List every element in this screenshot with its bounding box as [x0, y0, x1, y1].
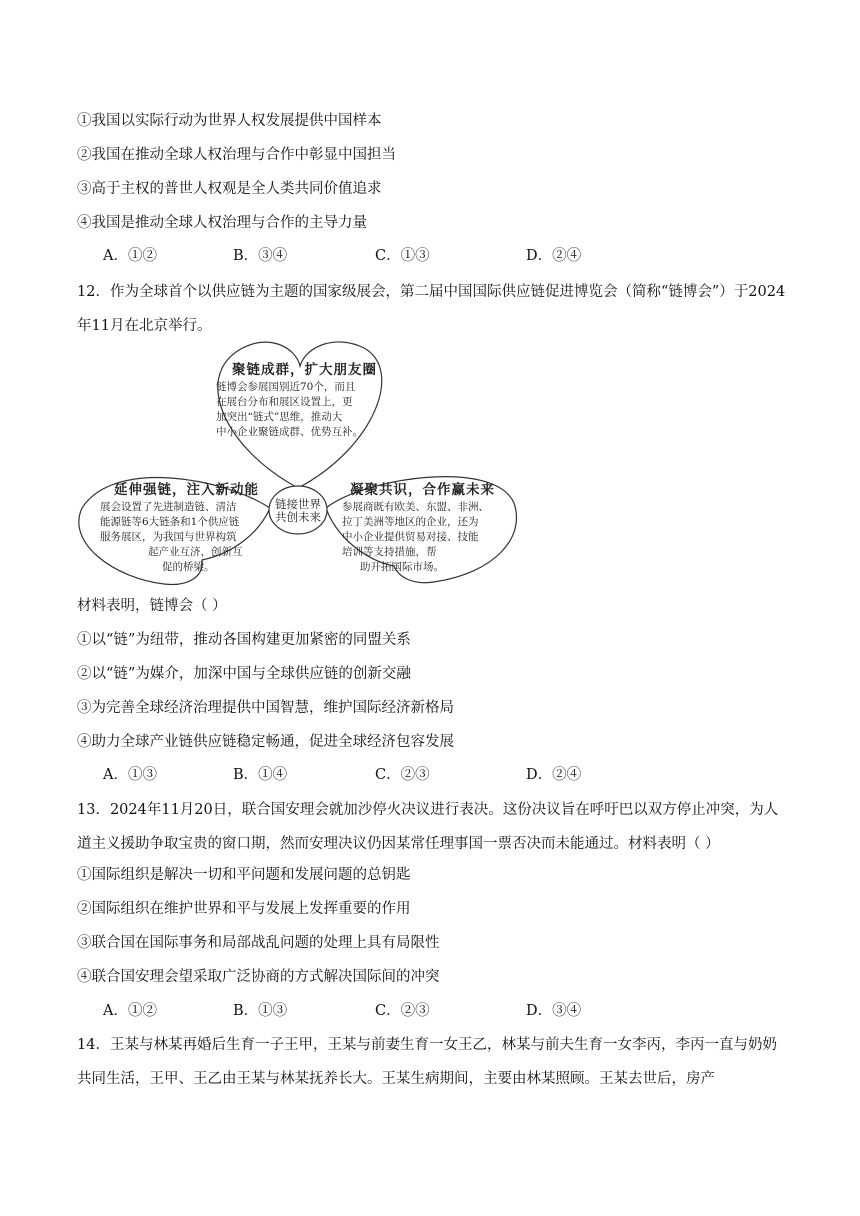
top-petal-line: 中小企业聚链成群、优势互补。 [216, 426, 363, 438]
q12-question: 材料表明，链博会（ ） [77, 598, 227, 614]
q13-choice-c[interactable]: C．②③ [375, 1003, 430, 1019]
left-petal-line: 能源链等6大链条和1个供应链 [100, 516, 240, 528]
q12-choice-b[interactable]: B．①④ [233, 767, 288, 783]
q12-option-3: ③为完善全球经济治理提供中国智慧，维护国际经济新格局 [77, 700, 454, 716]
left-petal-line: 促的桥梁。 [162, 561, 215, 573]
left-petal-line: 起产业互济，创新互 [148, 546, 243, 558]
top-petal-text [216, 360, 396, 440]
q12-flower-diagram [74, 338, 522, 588]
right-petal-line: 参展商既有欧美、东盟、非洲、 [342, 501, 489, 513]
q12-option-4: ④助力全球产业链供应链稳定畅通，促进全球经济包容发展 [77, 734, 454, 750]
q11-option-3: ③高于主权的普世人权观是全人类共同价值追求 [77, 181, 382, 197]
q12-choice-a[interactable]: A．①③ [103, 767, 157, 783]
left-petal-text [100, 480, 280, 575]
q11-choice-d[interactable]: D．②④ [526, 248, 582, 264]
right-petal-line: 拉丁美洲等地区的企业，还为 [342, 516, 479, 528]
right-petal-line: 助开拓国际市场。 [360, 561, 444, 573]
left-petal-title: 延伸强链，注入新动能 [114, 482, 259, 498]
q11-choice-c[interactable]: C．①③ [375, 248, 430, 264]
q13-option-1: ①国际组织是解决一切和平问题和发展问题的总钥匙 [77, 867, 411, 883]
left-petal-line: 展会设置了先进制造链、清洁 [100, 501, 237, 513]
center-line: 共创未来 [275, 510, 321, 524]
top-petal-line: 在展台分布和展区设置上，更 [216, 396, 353, 408]
right-petal-text [342, 480, 518, 575]
q12-choice-c[interactable]: C．②③ [375, 767, 430, 783]
left-petal-line: 服务展区，为我国与世界构筑 [100, 531, 237, 543]
q12-stem: 12．作为全球首个以供应链为主题的国家级展会，第二届中国国际供应链促进博览会（简称“链博会”）于2024年11月在北京举行。 [77, 284, 786, 334]
q11-choice-a[interactable]: A．①② [103, 248, 157, 264]
q13-stem: 13．2024年11月20日，联合国安理会就加沙停火决议进行表决。这份决议旨在呼吁巴以双方停止冲突，为人道主义援助争取宝贵的窗口期，然而安理决议仍因某常任理事国一票否决而未能通过。材料表明（ ） [77, 802, 779, 852]
q12-option-2: ②以“链”为媒介，加深中国与全球供应链的创新交融 [77, 666, 411, 682]
q14-stem: 14．王某与林某再婚后生育一子王甲，王某与前妻生育一女王乙，林某与前夫生育一女李丙，李丙一直与奶奶共同生活，王甲、王乙由王某与林某抚养长大。王某生病期间，主要由林某照顾。王某去世后，房产 [77, 1037, 777, 1087]
q12-choice-d[interactable]: D．②④ [526, 767, 582, 783]
q11-option-4: ④我国是推动全球人权治理与合作的主导力量 [77, 215, 367, 231]
center-line: 链接世界 [275, 497, 321, 511]
top-petal-line: 链博会参展国别近70个，而且 [216, 381, 356, 393]
q13-option-2: ②国际组织在维护世界和平与发展上发挥重要的作用 [77, 901, 411, 917]
q13-option-3: ③联合国在国际事务和局部战乱问题的处理上具有局限性 [77, 935, 440, 951]
q13-option-4: ④联合国安理会望采取广泛协商的方式解决国际间的冲突 [77, 969, 440, 985]
top-petal-title: 聚链成群，扩大朋友圈 [232, 362, 377, 378]
q13-choice-d[interactable]: D．③④ [526, 1003, 582, 1019]
center-text [272, 498, 324, 524]
q12-option-1: ①以“链”为纽带，推动各国构建更加紧密的同盟关系 [77, 632, 411, 648]
top-petal-line: 加突出“链式”思维，推动大 [216, 411, 343, 423]
q11-option-2: ②我国在推动全球人权治理与合作中彰显中国担当 [77, 147, 396, 163]
q13-choice-a[interactable]: A．①② [103, 1003, 157, 1019]
right-petal-title: 凝聚共识，合作赢未来 [350, 482, 495, 498]
q11-choice-b[interactable]: B．③④ [233, 248, 288, 264]
q13-choice-b[interactable]: B．①③ [233, 1003, 288, 1019]
right-petal-line: 培训等支持措施，帮 [342, 546, 437, 558]
right-petal-line: 中小企业提供贸易对接、技能 [342, 531, 479, 543]
q11-option-1: ①我国以实际行动为世界人权发展提供中国样本 [77, 113, 382, 129]
